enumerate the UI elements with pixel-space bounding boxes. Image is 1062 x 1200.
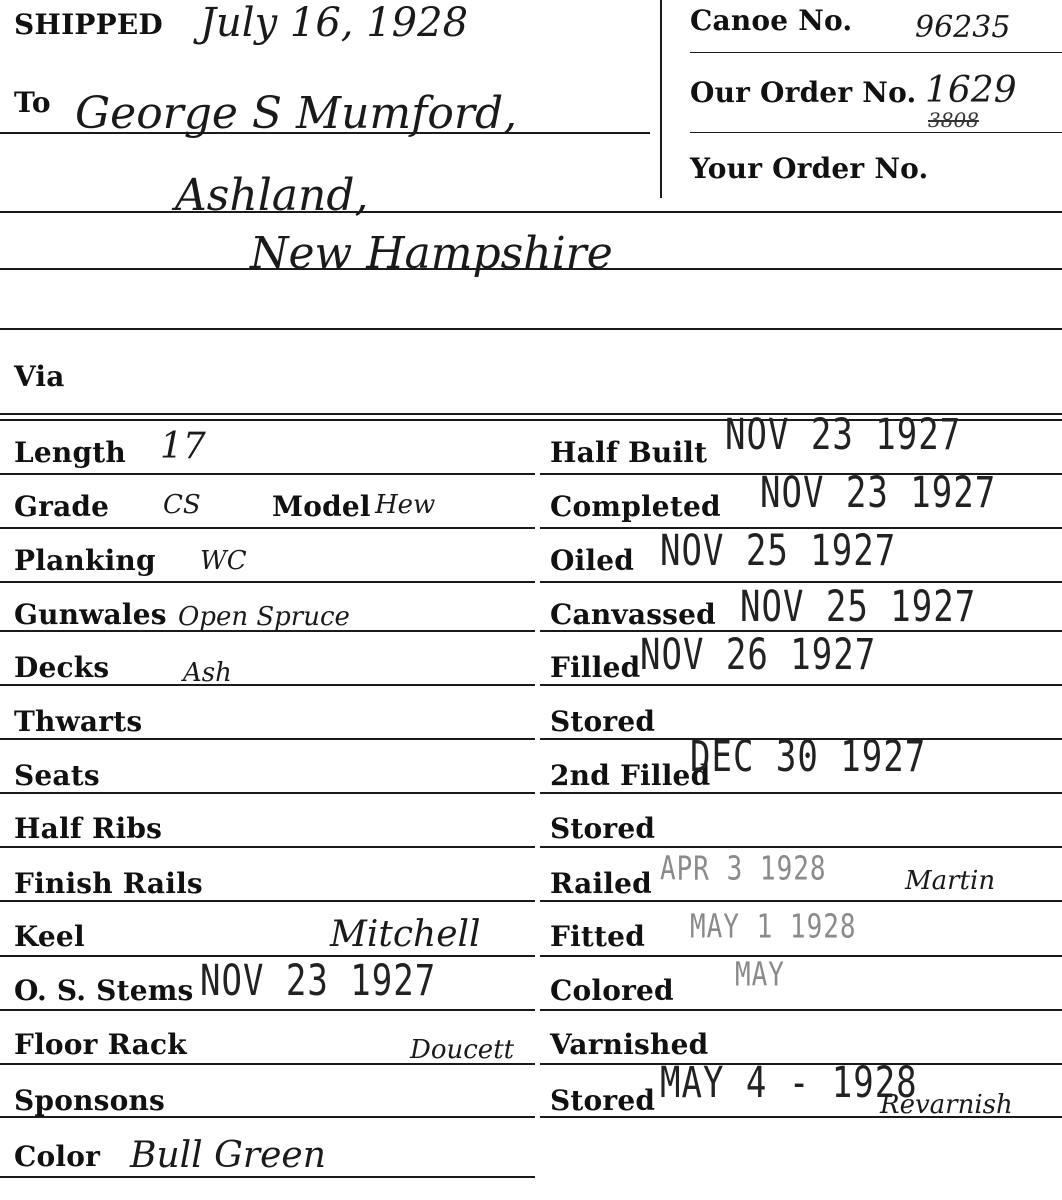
planking-rule xyxy=(0,581,535,583)
decks-label: Decks xyxy=(14,651,110,684)
shipped-date-value: July 16, 1928 xyxy=(200,0,469,46)
header-rule-4 xyxy=(0,328,1062,330)
our-order-rule xyxy=(690,132,1062,133)
decks-value: Ash xyxy=(183,658,232,688)
canoe-no-label: Canoe No. xyxy=(690,4,853,37)
stored-2-rule xyxy=(540,846,1062,848)
railed-stamp: APR 3 1928 xyxy=(660,850,827,888)
fitted-stamp: MAY 1 1928 xyxy=(690,908,857,946)
varnished-label: Varnished xyxy=(550,1028,709,1061)
finish-rails-rule xyxy=(0,900,535,902)
color-value: Bull Green xyxy=(130,1135,326,1176)
length-label: Length xyxy=(14,436,126,469)
stored-2-label: Stored xyxy=(550,812,656,845)
model-value: Hew xyxy=(375,490,436,520)
floor-rack-rule xyxy=(0,1063,535,1065)
to-state-value: New Hampshire xyxy=(250,228,613,279)
grade-rule xyxy=(0,527,535,529)
sponsons-rule xyxy=(0,1116,535,1118)
second-filled-label: 2nd Filled xyxy=(550,759,711,792)
model-label: Model xyxy=(272,490,371,523)
stored-3-rule xyxy=(540,1116,1062,1118)
os-stems-label: O. S. Stems xyxy=(14,974,194,1007)
thwarts-label: Thwarts xyxy=(14,705,143,738)
canoe-no-value: 96235 xyxy=(915,10,1011,45)
filled-stamp: NOV 26 1927 xyxy=(640,630,877,680)
gunwales-value: Open Spruce xyxy=(178,602,350,632)
decks-rule xyxy=(0,684,535,686)
half-built-label: Half Built xyxy=(550,436,708,469)
colored-rule xyxy=(540,1009,1062,1011)
half-ribs-label: Half Ribs xyxy=(14,812,163,845)
to-rule-1 xyxy=(0,132,650,134)
to-rule-2 xyxy=(0,211,1062,213)
our-order-label: Our Order No. xyxy=(690,76,917,109)
gunwales-rule xyxy=(0,630,535,632)
to-city-value: Ashland, xyxy=(175,170,369,221)
stored-3-stamp: MAY 4 - 1928 xyxy=(660,1058,918,1108)
oiled-stamp: NOV 25 1927 xyxy=(660,526,897,576)
to-label: To xyxy=(14,86,51,119)
to-rule-3 xyxy=(0,268,1062,270)
second-filled-rule xyxy=(540,792,1062,794)
stored-3-note: Revarnish xyxy=(880,1090,1013,1120)
railed-rule xyxy=(540,900,1062,902)
filled-label: Filled xyxy=(550,651,641,684)
keel-label: Keel xyxy=(14,920,85,953)
stored-1-label: Stored xyxy=(550,705,656,738)
color-label: Color xyxy=(14,1140,101,1173)
thwarts-rule xyxy=(0,738,535,740)
our-order-struck-value: 3808 xyxy=(928,108,979,132)
keel-value: Mitchell xyxy=(330,914,481,955)
canoe-no-rule xyxy=(690,52,1062,53)
os-stems-stamp: NOV 23 1927 xyxy=(200,956,437,1006)
floor-rack-label: Floor Rack xyxy=(14,1028,187,1061)
sponsons-label: Sponsons xyxy=(14,1084,165,1117)
oiled-label: Oiled xyxy=(550,544,635,577)
fitted-label: Fitted xyxy=(550,920,645,953)
canvassed-label: Canvassed xyxy=(550,598,716,631)
color-rule xyxy=(0,1176,535,1178)
colored-label: Colored xyxy=(550,974,674,1007)
planking-value: WC xyxy=(200,546,247,576)
half-ribs-rule xyxy=(0,846,535,848)
via-label: Via xyxy=(14,360,65,393)
os-stems-rule xyxy=(0,1009,535,1011)
completed-label: Completed xyxy=(550,490,721,523)
your-order-label: Your Order No. xyxy=(690,152,929,185)
completed-stamp: NOV 23 1927 xyxy=(760,468,997,518)
seats-label: Seats xyxy=(14,759,100,792)
to-name-value: George S Mumford, xyxy=(75,88,518,139)
gunwales-label: Gunwales xyxy=(14,598,167,631)
canvassed-stamp: NOV 25 1927 xyxy=(740,582,977,632)
planking-label: Planking xyxy=(14,544,156,577)
fitted-rule xyxy=(540,955,1062,957)
railed-note: Martin xyxy=(905,866,996,896)
railed-label: Railed xyxy=(550,867,652,900)
half-built-stamp: NOV 23 1927 xyxy=(725,410,962,460)
seats-rule xyxy=(0,792,535,794)
length-rule xyxy=(0,473,535,475)
floor-rack-value: Doucett xyxy=(410,1035,515,1065)
grade-label: Grade xyxy=(14,490,110,523)
grade-value: CS xyxy=(163,490,201,520)
header-divider xyxy=(660,0,662,198)
length-value: 17 xyxy=(160,426,206,467)
shipped-label: SHIPPED xyxy=(14,8,163,41)
stored-3-label: Stored xyxy=(550,1084,656,1117)
colored-stamp: MAY xyxy=(735,956,785,994)
finish-rails-label: Finish Rails xyxy=(14,867,203,900)
our-order-value: 1629 xyxy=(925,70,1017,111)
filled-rule xyxy=(540,684,1062,686)
second-filled-stamp: DEC 30 1927 xyxy=(690,732,927,782)
